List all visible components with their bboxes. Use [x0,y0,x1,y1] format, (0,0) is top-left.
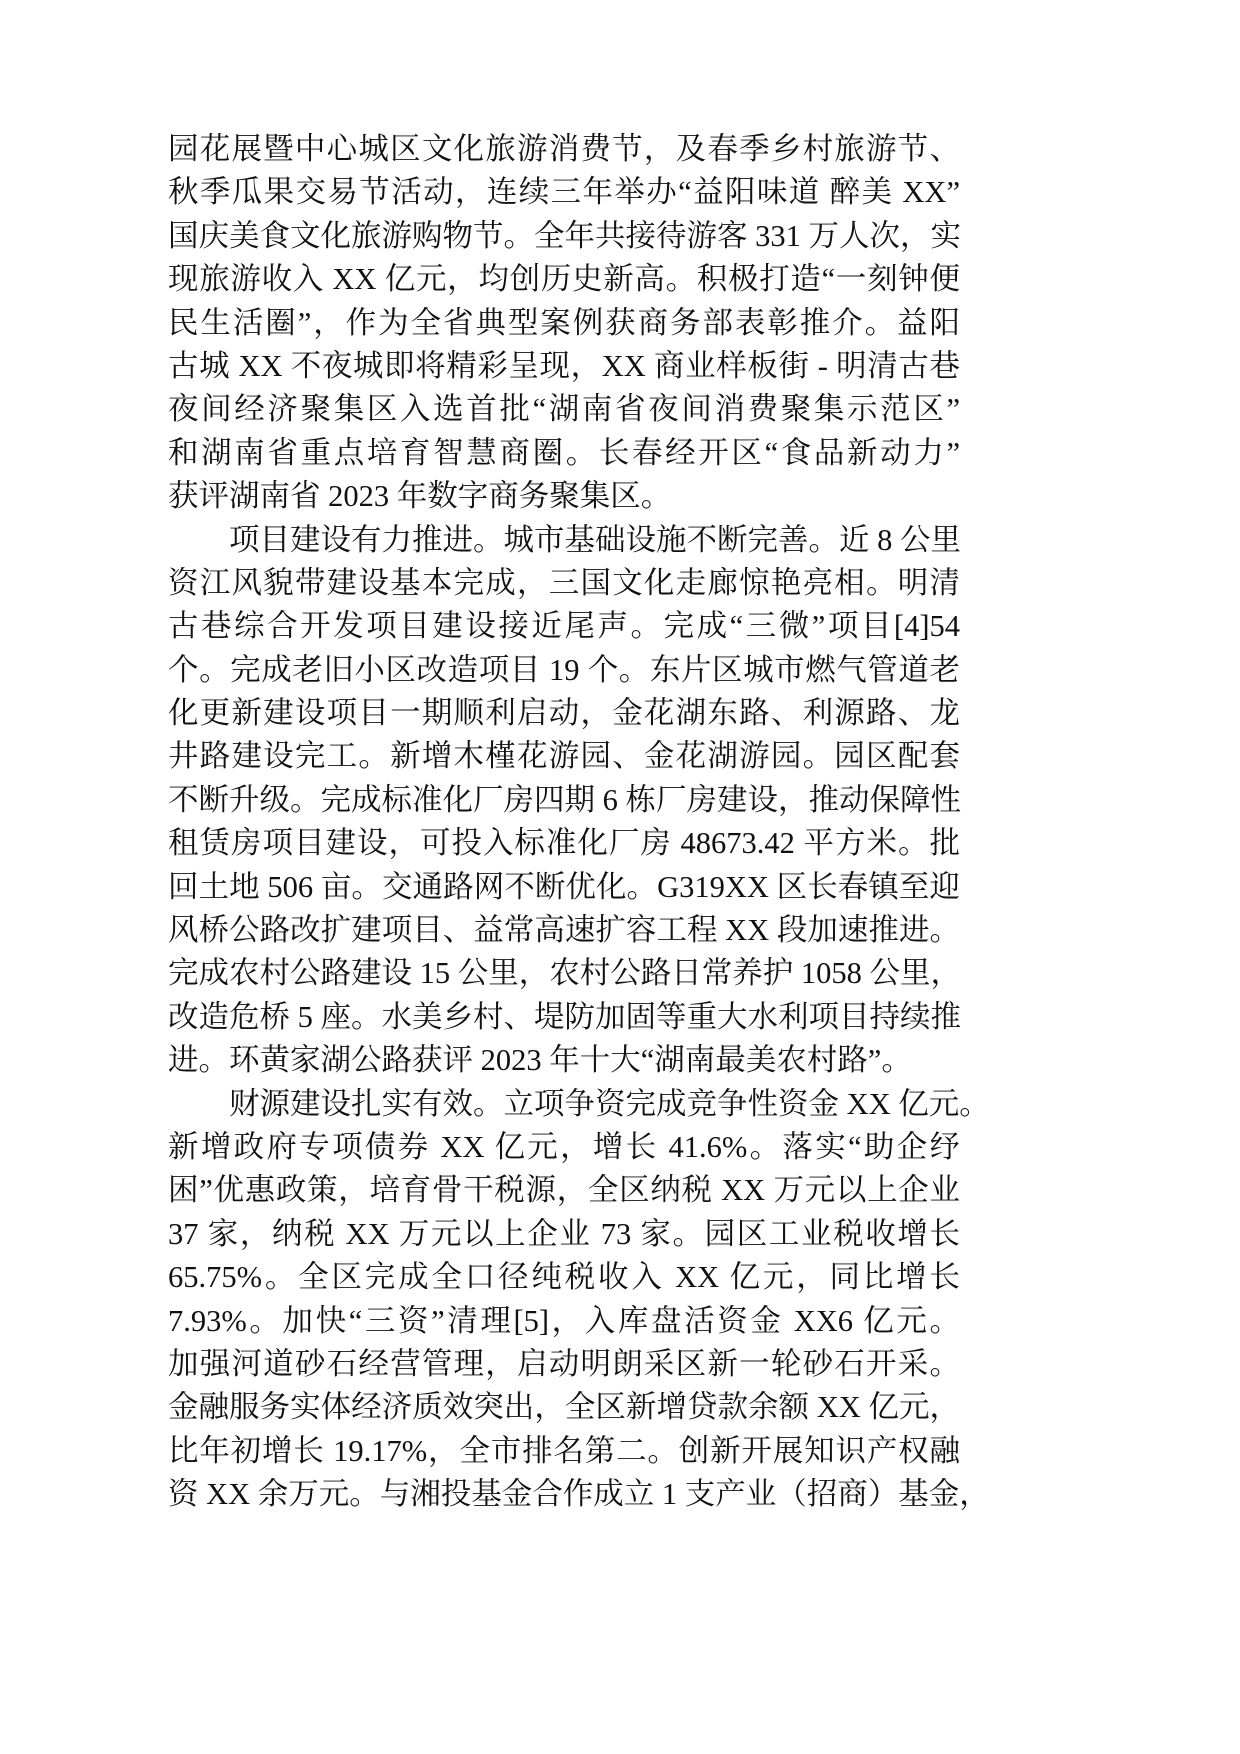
text-line: 和湖南省重点培育智慧商圈。长春经开区“食品新动力” [168,435,960,470]
text-line: 新增政府专项债券 XX 亿元，增长 41.6%。落实“助企纾 [168,1129,960,1164]
text-line: 民生活圈”，作为全省典型案例获商务部表彰推介。益阳 [168,305,960,340]
body-text [168,128,990,1517]
text-line: 困”优惠政策，培育骨干税源，全区纳税 XX 万元以上企业 [168,1173,960,1208]
text-line: 古巷综合开发项目建设接近尾声。完成“三微”项目[4]54 [168,609,960,644]
text-line: 比年初增长 19.17%，全市排名第二。创新开展知识产权融 [168,1433,960,1468]
text-line: 秋季瓜果交易节活动，连续三年举办“益阳味道 醉美 XX” [168,175,960,210]
paragraph-3 [168,1083,990,1517]
text-line: 项目建设有力推进。城市基础设施不断完善。近 8 公里 [229,522,961,557]
text-line: 65.75%。全区完成全口径纯税收入 XX 亿元，同比增长 [168,1260,960,1295]
text-line: 风桥公路改扩建项目、益常高速扩容工程 XX 段加速推进。 [168,913,960,948]
text-line: 化更新建设项目一期顺利启动，金花湖东路、利源路、龙 [168,696,960,731]
text-line: 个。完成老旧小区改造项目 19 个。东片区城市燃气管道老 [168,652,960,687]
text-line: 不断升级。完成标准化厂房四期 6 栋厂房建设，推动保障性 [168,782,961,817]
text-line: 金融服务实体经济质效突出，全区新增贷款余额 XX 亿元， [168,1390,960,1425]
paragraph-1 [168,128,960,519]
text-line: 租赁房项目建设，可投入标准化厂房 48673.42 平方米。批 [168,826,960,861]
text-line: 资 XX 余万元。与湘投基金合作成立 1 支产业（招商）基金， [168,1477,990,1512]
text-line: 回土地 506 亩。交通路网不断优化。G319XX 区长春镇至迎 [168,869,960,904]
text-line: 古城 XX 不夜城即将精彩呈现，XX 商业样板街 - 明清古巷 [168,348,960,383]
text-line: 国庆美食文化旅游购物节。全年共接待游客 331 万人次，实 [168,218,961,253]
text-line: 37 家，纳税 XX 万元以上企业 73 家。园区工业税收增长 [168,1216,960,1251]
text-line: 进。环黄家湖公路获评 2023 年十大“湖南最美农村路”。 [168,1043,912,1078]
text-line: 夜间经济聚集区入选首批“湖南省夜间消费聚集示范区” [168,392,960,427]
text-line: 加强河道砂石经营管理，启动明朗采区新一轮砂石开采。 [168,1346,960,1381]
text-line: 园花展暨中心城区文化旅游消费节，及春季乡村旅游节、 [168,132,960,166]
text-line: 获评湖南省 2023 年数字商务聚集区。 [168,479,672,514]
text-line: 完成农村公路建设 15 公里，农村公路日常养护 1058 公里， [168,956,961,991]
text-line: 井路建设完工。新增木槿花游园、金花湖游园。园区配套 [168,739,960,774]
text-line: 财源建设扎实有效。立项争资完成竞争性资金 XX 亿元。 [229,1086,990,1121]
text-line: 7.93%。加快“三资”清理[5]，入库盘活资金 XX6 亿元。 [168,1303,960,1338]
text-line: 现旅游收入 XX 亿元，均创历史新高。积极打造“一刻钟便 [168,262,960,297]
text-line: 资江风貌带建设基本完成，三国文化走廊惊艳亮相。明清 [168,565,960,600]
text-line: 改造危桥 5 座。水美乡村、堤防加固等重大水利项目持续推 [168,999,961,1034]
paragraph-2 [168,519,960,1083]
